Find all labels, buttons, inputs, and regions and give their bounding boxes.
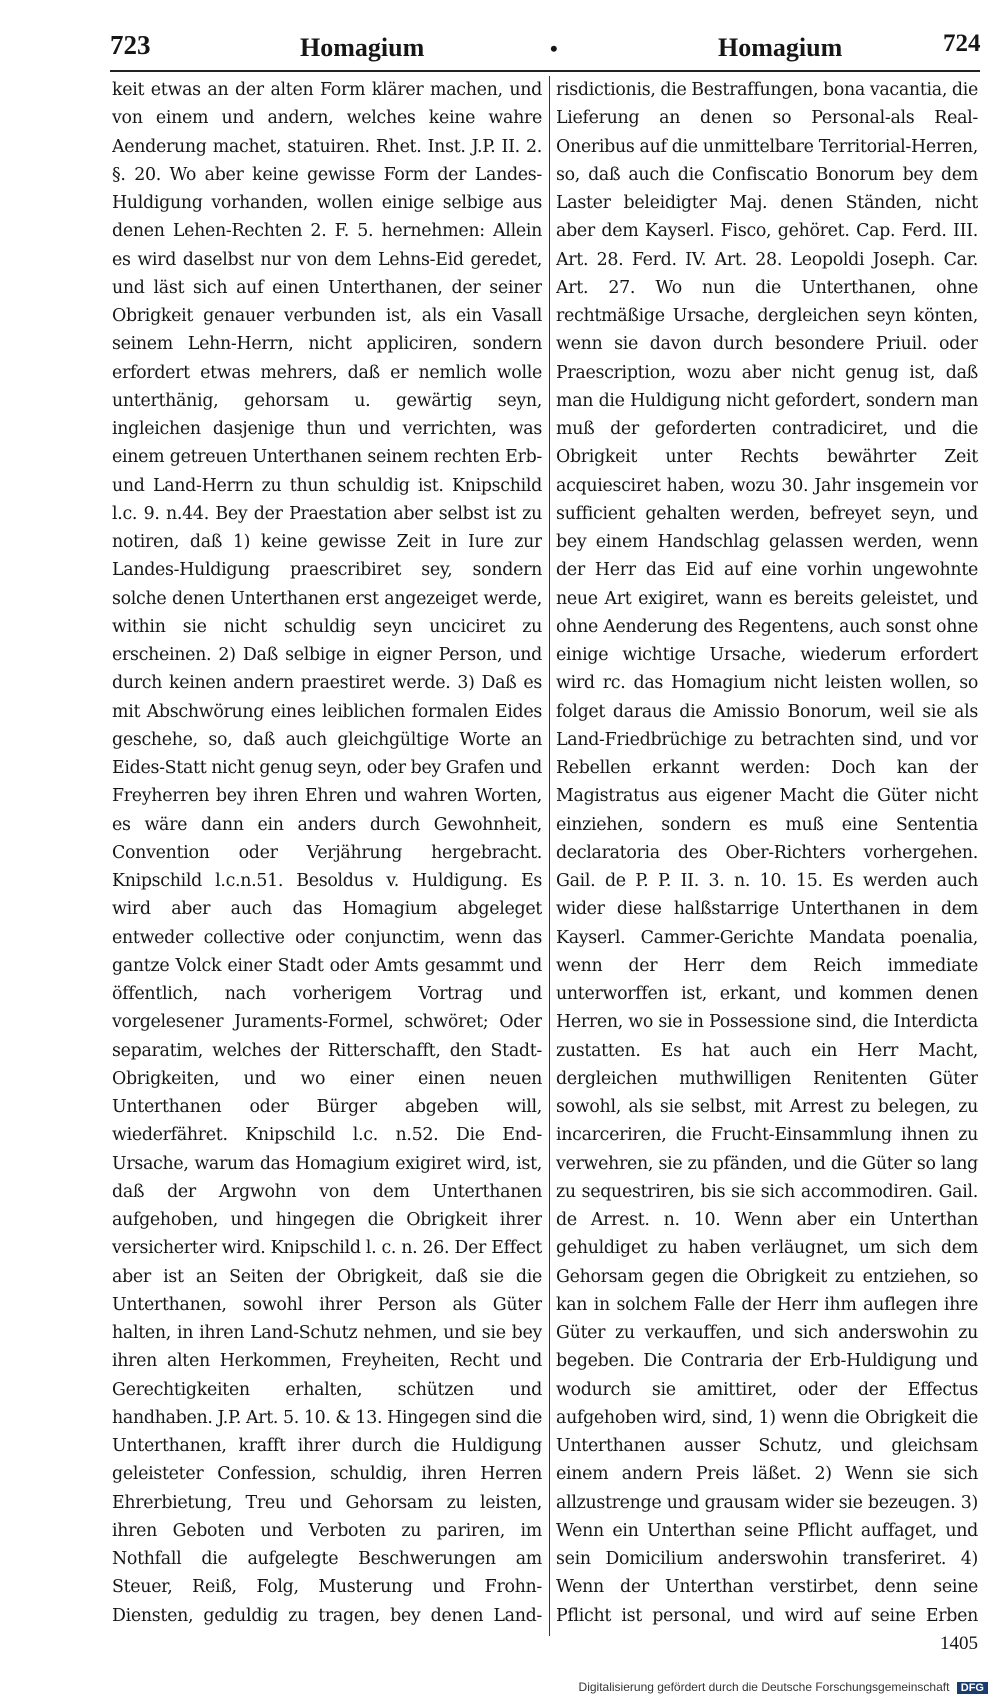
footer-note-text: Digitalisierung gefördert durch die Deutsche Forschungsgemeinschaft (578, 1680, 950, 1694)
page-header (0, 0, 1000, 74)
column-left-text: keit etwas an der alten Form klärer machen, und von einem und andern, welches keine wahre Aenderung machet, statuiren. Rhet. Inst. J.P. II. 2. §. 20. Wo aber keine gewisse Form der Landes-Huldigung vorhanden, wollen einige selbige aus denen Lehen-Rechten 2. F. 5. hernehmen: Allein es wird daselbst nur von dem Lehns-Eid geredet, und läst sich auf einen Unterthanen, der seiner Obrigkeit genauer verbunden ist, als ein Vasall seinem Lehn-Herrn, nicht appliciren, sondern erfordert etwas mehrers, daß er nemlich wolle unterthänig, gehorsam u. gewärtig seyn, ingleichen dasjenige thun und verrichten, was einem getreuen Unterthanen seinem rechten Erb-und Land-Herrn zu thun schuldig ist. Knipschild l.c. 9. n.44. Bey der Praestation aber selbst ist zu notiren, daß 1) keine gewisse Zeit in Iure zur Landes-Huldigung praescribiret sey, sondern solche denen Unterthanen erst angezeiget werde, within sie nicht schuldig seyn unciciret zu erscheinen. 2) Daß selbige in eigner Person, und durch keinen andern praestiret werde. 3) Daß es mit Abschwörung eines leiblichen formalen Eides geschehe, so, daß auch gleichgültige Worte an Eides-Statt nicht genug seyn, oder bey Grafen und Freyherren bey ihren Ehren und wahren Worten, es wäre dann ein anders durch Gewohnheit, Convention oder Verjährung hergebracht. Knipschild l.c.n.51. Besoldus v. Huldigung. Es wird aber auch das Homagium abgeleget entweder collective oder conjunctim, wenn das gantze Volck einer Stadt oder Amts gesammt und öffentlich, nach vorherigem Vortrag und vorgelesener Juraments-Formel, schwöret; Oder separatim, welches der Ritterschafft, den Stadt-Obrigkeiten, und wo einer einen neuen Unterthanen oder Bürger abgeben will, wiederfähret. Knipschild l.c. n.52. Die End-Ursache, warum das Homagium exigiret wird, ist, daß der Argwohn von dem Unterthanen aufgehoben, und hingegen die Obrigkeit ihrer versicherter wird. Knipschild l. c. n. 26. Der Effect aber ist an Seiten der Obrigkeit, daß sie die Unterthanen, sowohl ihrer Person als Güter halten, in ihren Land-Schutz nehmen, und sie bey ihren alten Herkommen, Freyheiten, Recht und Gerechtigkeiten erhalten, schützen und handhaben. J.P. Art. 5. 10. & 13. Hingegen sind die Unterthanen, krafft ihrer durch die Huldigung geleisteter Confession, schuldig, ihren Herren Ehrerbietung, Treu und Gehorsam zu leisten, ihren Geboten und Verboten zu pariren, im Nothfall die aufgelegte Beschwerungen am Steuer, Reiß, Folg, Musterung und Frohn-Diensten, geduldig zu tragen, bey denen Land- (112, 80, 542, 1626)
page-number-left: 723 (110, 30, 151, 60)
catchword: 1405 (940, 1633, 978, 1654)
running-title-right: Homagium (718, 33, 843, 62)
digitization-footer (579, 1680, 988, 1694)
dfg-logo: DFG (957, 1682, 988, 1694)
page-number-right: 724 (943, 30, 981, 57)
header-rule (110, 70, 980, 72)
text-column-left (112, 76, 542, 1630)
column-right-text: risdictionis, die Bestraffungen, bona vacantia, die Lieferung an denen so Personal-als Real-Oneribus auf die unmittelbare Territorial-Herren, so, daß auch die Confiscatio Bonorum bey dem Laster beleidigter Maj. denen Ständen, nicht aber dem Kayserl. Fisco, gehöret. Cap. Ferd. III. Art. 28. Ferd. IV. Art. 28. Leopoldi Joseph. Car. Art. 27. Wo nun die Unterthanen, ohne rechtmäßige Ursache, dergleichen seyn könten, wenn sie davon durch besondere Priuil. oder Praescription, wozu aber nicht genug ist, daß man die Huldigung nicht gefordert, sondern man muß der geforderten contradiciret, und die Obrigkeit unter Rechts bewährter Zeit acquiesciret haben, wozu 30. Jahr insgemein vor sufficient gehalten werden, befreyet seyn, und bey einem Handschlag gelassen werden, wenn der Herr das Eid auf eine vorhin ungewohnte neue Art exigiret, wann es bereits geleistet, und ohne Aenderung des Regentens, auch sonst ohne einige wichtige Ursache, wiederum erfordert wird rc. das Homagium nicht leisten wollen, so folget daraus die Amissio Bonorum, weil sie als Land-Friedbrüchige zu betrachten sind, und vor Rebellen erkannt werden: Doch kan der Magistratus aus eigener Macht die Güter nicht einziehen, sondern es muß eine Sententia declaratoria des Ober-Richters vorhergehen. Gail. de P. P. II. 3. n. 10. 15. Es werden auch wider diese halßstarrige Unterthanen in dem Kayserl. Cammer-Gerichte Mandata poenalia, wenn der Herr dem Reich immediate unterworffen ist, erkant, und kommen denen Herren, wo sie in Possessione sind, die Interdicta zustatten. Es hat auch ein Herr Macht, dergleichen muthwilligen Renitenten Güter sowohl, als sie selbst, mit Arrest zu belegen, zu incarceriren, die Frucht-Einsammlung ihnen zu verwehren, sie zu pfänden, und die Güter so lang zu sequestriren, bis sie sich accommodiren. Gail. de Arrest. n. 10. Wenn aber ein Unterthan gehuldiget zu haben verläugnet, um sich dem Gehorsam gegen die Obrigkeit zu entziehen, so kan in solchem Falle der Herr ihm auflegen ihre Güter zu verkauffen, und sich anderswohin zu begeben. Die Contraria der Erb-Huldigung und wodurch sie amittiret, oder der Effectus aufgehoben wird, sind, 1) wenn die Obrigkeit die Unterthanen ausser Schutz, und gleichsam einem andern Preis läßet. 2) Wenn sie sich allzustrenge und grausam wider sie bezeugen. 3) Wenn ein Unterthan seine Pflicht auffaget, und sein Domicilium anderswohin transferiret. 4) Wenn der Unterthan verstirbet, denn seine Pflicht ist personal, und wird auf seine Erben (556, 80, 978, 1626)
column-divider (549, 76, 550, 1636)
header-ornament: • (550, 36, 558, 61)
running-title-left: Homagium (300, 33, 425, 62)
text-column-right (556, 76, 978, 1630)
